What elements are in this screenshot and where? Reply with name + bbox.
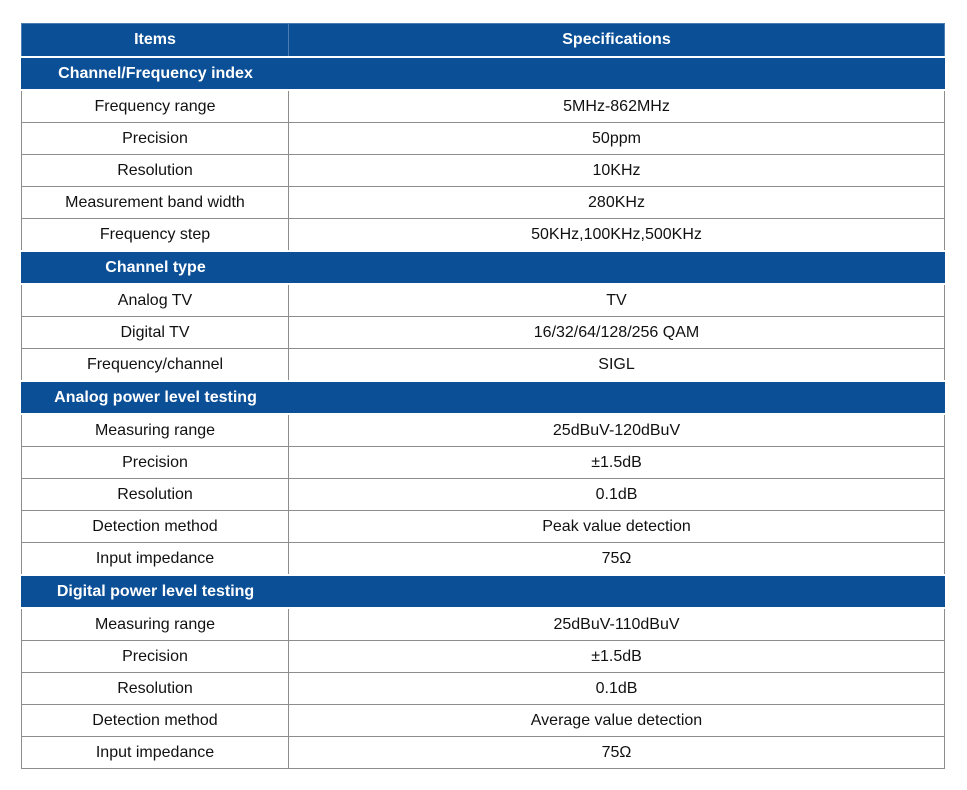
table-header-row (22, 24, 945, 58)
table-row (22, 705, 945, 737)
spec-cell: 280KHz (289, 187, 945, 219)
item-cell: Analog TV (22, 284, 289, 317)
spec-cell: 0.1dB (289, 479, 945, 511)
specifications-column-header: Specifications (289, 24, 945, 58)
section-title: Digital power level testing (56, 582, 255, 600)
table-row (22, 608, 945, 641)
item-cell: Measuring range (22, 608, 289, 641)
spec-cell: 50KHz,100KHz,500KHz (289, 219, 945, 252)
table-row (22, 641, 945, 673)
table-row (22, 317, 945, 349)
table-row (22, 479, 945, 511)
item-cell: Precision (22, 641, 289, 673)
item-cell: Precision (22, 123, 289, 155)
spec-cell: Average value detection (289, 705, 945, 737)
section-title: Channel/Frequency index (58, 64, 253, 82)
spec-cell: SIGL (289, 349, 945, 382)
table-row (22, 284, 945, 317)
item-cell: Frequency range (22, 90, 289, 123)
spec-cell: Peak value detection (289, 511, 945, 543)
section-header-digital-power-level-testing (22, 575, 945, 608)
section-header-analog-power-level-testing (22, 381, 945, 414)
spec-cell: 16/32/64/128/256 QAM (289, 317, 945, 349)
item-cell: Input impedance (22, 737, 289, 769)
item-cell: Measurement band width (22, 187, 289, 219)
table-row (22, 673, 945, 705)
section-title: Analog power level testing (54, 388, 257, 406)
spec-cell: 10KHz (289, 155, 945, 187)
section-title: Channel type (105, 258, 206, 276)
table-row (22, 155, 945, 187)
item-cell: Digital TV (22, 317, 289, 349)
table-row (22, 90, 945, 123)
spec-cell: TV (289, 284, 945, 317)
item-cell: Measuring range (22, 414, 289, 447)
table-row (22, 414, 945, 447)
item-cell: Frequency/channel (22, 349, 289, 382)
spec-cell: 0.1dB (289, 673, 945, 705)
spec-cell: 75Ω (289, 737, 945, 769)
section-header-channel-type (22, 251, 945, 284)
table-row (22, 349, 945, 382)
spec-cell: ±1.5dB (289, 641, 945, 673)
spec-cell: 5MHz-862MHz (289, 90, 945, 123)
specifications-table (21, 23, 945, 769)
items-column-header: Items (22, 24, 289, 58)
spec-cell: 25dBuV-110dBuV (289, 608, 945, 641)
table-row (22, 219, 945, 252)
spec-cell: 75Ω (289, 543, 945, 576)
section-header-channel-frequency-index (22, 57, 945, 90)
item-cell: Frequency step (22, 219, 289, 252)
table-row (22, 447, 945, 479)
spec-cell: ±1.5dB (289, 447, 945, 479)
table-row (22, 511, 945, 543)
item-cell: Input impedance (22, 543, 289, 576)
item-cell: Resolution (22, 479, 289, 511)
table-row (22, 123, 945, 155)
table-row (22, 737, 945, 769)
table-row (22, 187, 945, 219)
spec-cell: 50ppm (289, 123, 945, 155)
table-row (22, 543, 945, 576)
item-cell: Detection method (22, 511, 289, 543)
spec-cell: 25dBuV-120dBuV (289, 414, 945, 447)
item-cell: Precision (22, 447, 289, 479)
item-cell: Detection method (22, 705, 289, 737)
item-cell: Resolution (22, 673, 289, 705)
item-cell: Resolution (22, 155, 289, 187)
